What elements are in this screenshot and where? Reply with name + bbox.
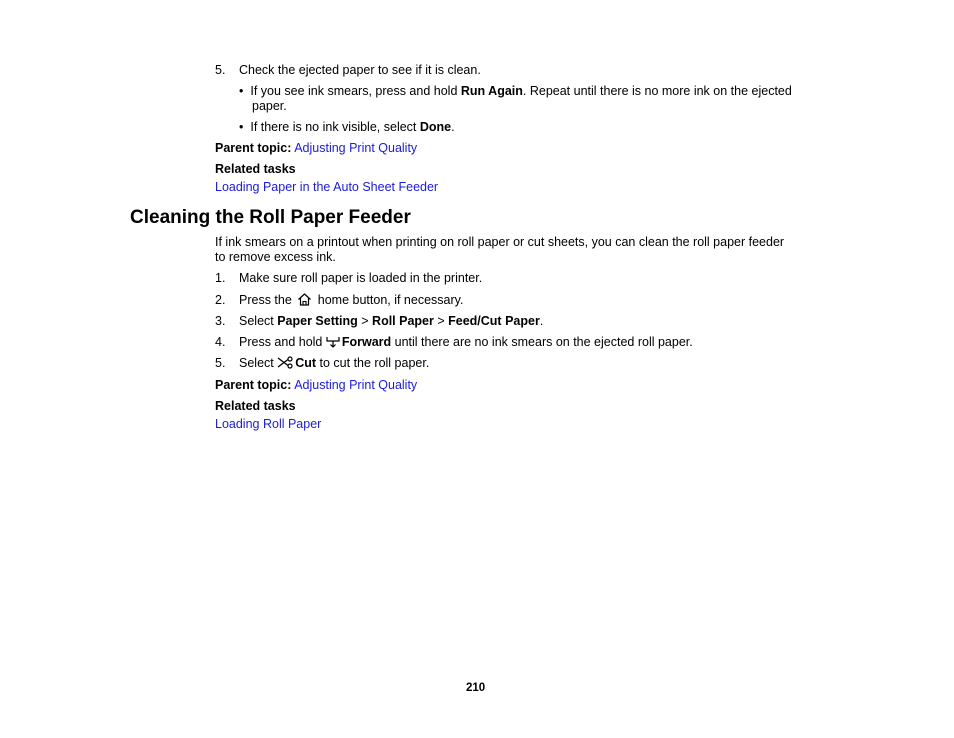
separator: > (433, 314, 449, 328)
bullet-done (239, 120, 455, 135)
bullet-run-again (239, 84, 792, 99)
parent-topic-label: Parent topic: (215, 378, 292, 392)
related-task-1 (215, 180, 438, 195)
step-text-post: . (539, 314, 544, 328)
adjusting-print-quality-link[interactable]: Adjusting Print Quality (294, 141, 418, 155)
bullet-text-post: . (451, 120, 455, 134)
bullet-text-post: . Repeat until there is no more ink on the ejected (522, 84, 792, 98)
loading-paper-auto-sheet-feeder-link[interactable]: Loading Paper in the Auto Sheet Feeder (215, 180, 439, 194)
step-number: 5. (215, 63, 226, 77)
step-1 (215, 271, 482, 286)
loading-roll-paper-link[interactable]: Loading Roll Paper (215, 417, 322, 431)
cut-label: Cut (295, 356, 317, 370)
roll-paper-label: Roll Paper (372, 314, 434, 328)
parent-topic-2 (215, 378, 417, 393)
step-number: 4. (215, 335, 226, 349)
run-again-label: Run Again (460, 84, 523, 98)
step-5-cut (215, 356, 429, 373)
home-icon (297, 293, 312, 310)
step-2 (215, 293, 463, 310)
bullet-text-continued: paper. (252, 99, 287, 113)
step-number: 1. (215, 271, 226, 285)
bullet-text-pre: If there is no ink visible, select (250, 120, 420, 134)
feed-cut-paper-label: Feed/Cut Paper (448, 314, 540, 328)
step-number: 5. (215, 356, 226, 370)
section-heading: Cleaning the Roll Paper Feeder (130, 207, 411, 228)
parent-topic-label: Parent topic: (215, 141, 292, 155)
bullet-text-pre: If you see ink smears, press and hold (250, 84, 461, 98)
page-number: 210 (466, 682, 486, 694)
step-5-check-paper (215, 63, 481, 78)
step-text-post: to cut the roll paper. (316, 356, 430, 370)
paper-setting-label: Paper Setting (277, 314, 358, 328)
separator: > (357, 314, 373, 328)
bullet-mark: • (239, 84, 244, 98)
step-text-pre: Press the (239, 293, 292, 307)
step-text-post: home button, if necessary. (314, 293, 464, 307)
done-label: Done (419, 120, 452, 134)
step-3 (215, 314, 543, 329)
related-task-2 (215, 417, 321, 432)
forward-label: Forward (341, 335, 392, 349)
adjusting-print-quality-link[interactable]: Adjusting Print Quality (294, 378, 418, 392)
related-tasks-label-2: Related tasks (215, 399, 296, 413)
related-tasks-label-1: Related tasks (215, 162, 296, 176)
scissors-icon (277, 356, 293, 373)
step-text-pre: Select (239, 356, 278, 370)
step-4 (215, 335, 693, 352)
intro-line-2: to remove excess ink. (215, 250, 336, 264)
step-text: Make sure roll paper is loaded in the printer. (239, 271, 483, 285)
bullet-run-again-continued (252, 99, 287, 114)
parent-topic-1 (215, 141, 417, 156)
step-text: Check the ejected paper to see if it is clean. (239, 63, 481, 77)
step-number: 3. (215, 314, 226, 328)
intro-line-1: If ink smears on a printout when printing on roll paper or cut sheets, you can clean the roll paper feeder (215, 235, 785, 249)
step-number: 2. (215, 293, 226, 307)
step-text-pre: Select (239, 314, 278, 328)
step-text-post: until there are no ink smears on the ejected roll paper. (391, 335, 693, 349)
bullet-mark: • (239, 120, 244, 134)
feed-forward-icon (326, 335, 340, 352)
step-text-pre: Press and hold (239, 335, 326, 349)
